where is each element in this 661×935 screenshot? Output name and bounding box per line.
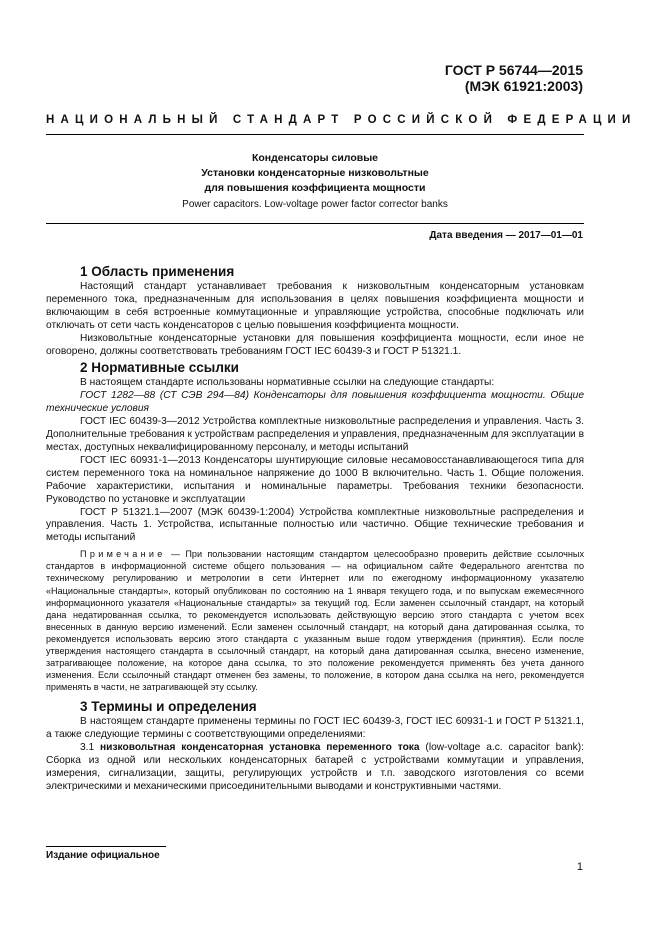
iec-number: (МЭК 61921:2003)	[464, 78, 583, 94]
reference-gost-1282: ГОСТ 1282—88 (СТ СЭВ 294—84) Конденсаторы для повышения коэффициента мощности. Общие технические условия	[46, 390, 584, 415]
term-3-1	[46, 742, 584, 794]
page-number: 1	[576, 861, 583, 873]
title-divider	[46, 223, 584, 224]
note-label: Примечание	[80, 549, 166, 560]
term-name: низковольтная конденсаторная установка переменного тока	[100, 742, 420, 754]
title-line-2: Установки конденсаторные низковольтные	[201, 167, 429, 179]
footer-divider	[46, 846, 166, 847]
section-2-intro: В настоящем стандарте использованы нормативные ссылки на следующие стандарты:	[80, 377, 495, 389]
term-number: 3.1	[80, 742, 95, 754]
reference-gost-iec-60439-3: ГОСТ IEC 60439-3—2012 Устройства комплектные низковольтные распределения и управления. Часть 3. Дополнительные требования к устройствам распределения и управления, предназначенным для эксплуатации в местах, доступных неквалифицированному персоналу, и методы испытаний	[46, 416, 584, 453]
section-1-paragraph-1: Настоящий стандарт устанавливает требования к низковольтным конденсаторным установкам переменного тока, предназначенным для использования в целях повышения коэффициента мощности и включающим в себя встроенные коммутационные и управляющие устройства, способные подключать или отключать от сети часть конденсаторов с целью повышения коэффициента мощности.	[46, 281, 584, 331]
document-body	[46, 262, 584, 794]
introduction-date: Дата введения — 2017—01—01	[429, 230, 583, 241]
term-definition: (low-voltage a.c. capacitor bank): Сборка из одной или нескольких конденсаторных батарей с устройствами коммутации и управления, измерения, сигнализации, защиты, регулирующих устройств и т.п. заводского изготовления со всеми электрическими и механическими присоединительными выводами и конструктивными частями.	[46, 742, 584, 792]
title-english: Power capacitors. Low-voltage power factor corrector banks	[182, 199, 448, 210]
note-text: — При пользовании настоящим стандартом целесообразно проверить действие ссылочных стандартов в информационной системе общего пользования — на официальном сайте Федерального агентства по техническому регулированию и метрологии в сети Интернет или по ежегодному информационному указателю «Национальные стандарты», который опубликован по состоянию на 1 января текущего года, и по выпускам ежемесячного информационного указателя «Национальные стандарты» за текущий год. Если заменен ссылочный стандарт, на который дана недатированная ссылка, то рекомендуется использовать действующую версию этого стандарта с учетом всех внесенных в данную версию изменений. Если заменен ссылочный стандарт, на который дана датированная ссылка, то рекомендуется использовать версию этого стандарта с указанным выше годом утверждения (принятия). Если после утверждения настоящего стандарта в ссылочный стандарт, на который дана датированная ссылка, внесено изменение, затрагивающее положение, на которое дана ссылка, то это положение рекомендуется применять без учета данного изменения. Если ссылочный стандарт отменен без замены, то положение, в котором дана ссылка на него, рекомендуется применять в части, не затрагивающей эту ссылку.	[46, 549, 585, 693]
note	[46, 548, 584, 693]
official-edition-label: Издание официальное	[46, 850, 160, 861]
standard-number: ГОСТ Р 56744—2015	[444, 62, 583, 78]
national-standard-heading: НАЦИОНАЛЬНЫЙ СТАНДАРТ РОССИЙСКОЙ ФЕДЕРАЦИИ	[46, 114, 637, 126]
document-title	[46, 151, 584, 212]
top-divider	[46, 134, 584, 135]
section-1-paragraph-2: Низковольтные конденсаторные установки для повышения коэффициента мощности, если иное не оговорено, должны соответствовать требованиям ГОСТ IEC 60439-3 и ГОСТ Р 51321.1.	[46, 332, 584, 357]
section-1-heading: 1 Область применения	[80, 264, 235, 279]
title-line-3: для повышения коэффициента мощности	[204, 182, 426, 194]
reference-gost-iec-60931-1: ГОСТ IEC 60931-1—2013 Конденсаторы шунтирующие силовые несамовосстанавливающегося типа для систем переменного тока на номинальное напряжение до 1000 В включительно. Часть 1. Общие положения. Рабочие характеристики, испытания и номинальные параметры. Требования техники безопасности. Руководство по установке и эксплуатации	[46, 454, 584, 505]
reference-gost-r-51321-1: ГОСТ Р 51321.1—2007 (МЭК 60439-1:2004) Устройства комплектные низковольтные распределения и управления. Часть 1. Устройства, испытанные полностью или частично. Общие технические требования и методы испытаний	[46, 506, 584, 544]
section-3-heading: 3 Термины и определения	[80, 699, 257, 715]
section-2-heading: 2 Нормативные ссылки	[80, 360, 239, 376]
standard-number-block	[445, 62, 583, 94]
title-line-1: Конденсаторы силовые	[251, 152, 379, 164]
section-3-intro: В настоящем стандарте применены термины по ГОСТ IEC 60439-3, ГОСТ IEC 60931-1 и ГОСТ Р 51321.1, а также следующие термины с соответствующими определениями:	[46, 716, 584, 741]
